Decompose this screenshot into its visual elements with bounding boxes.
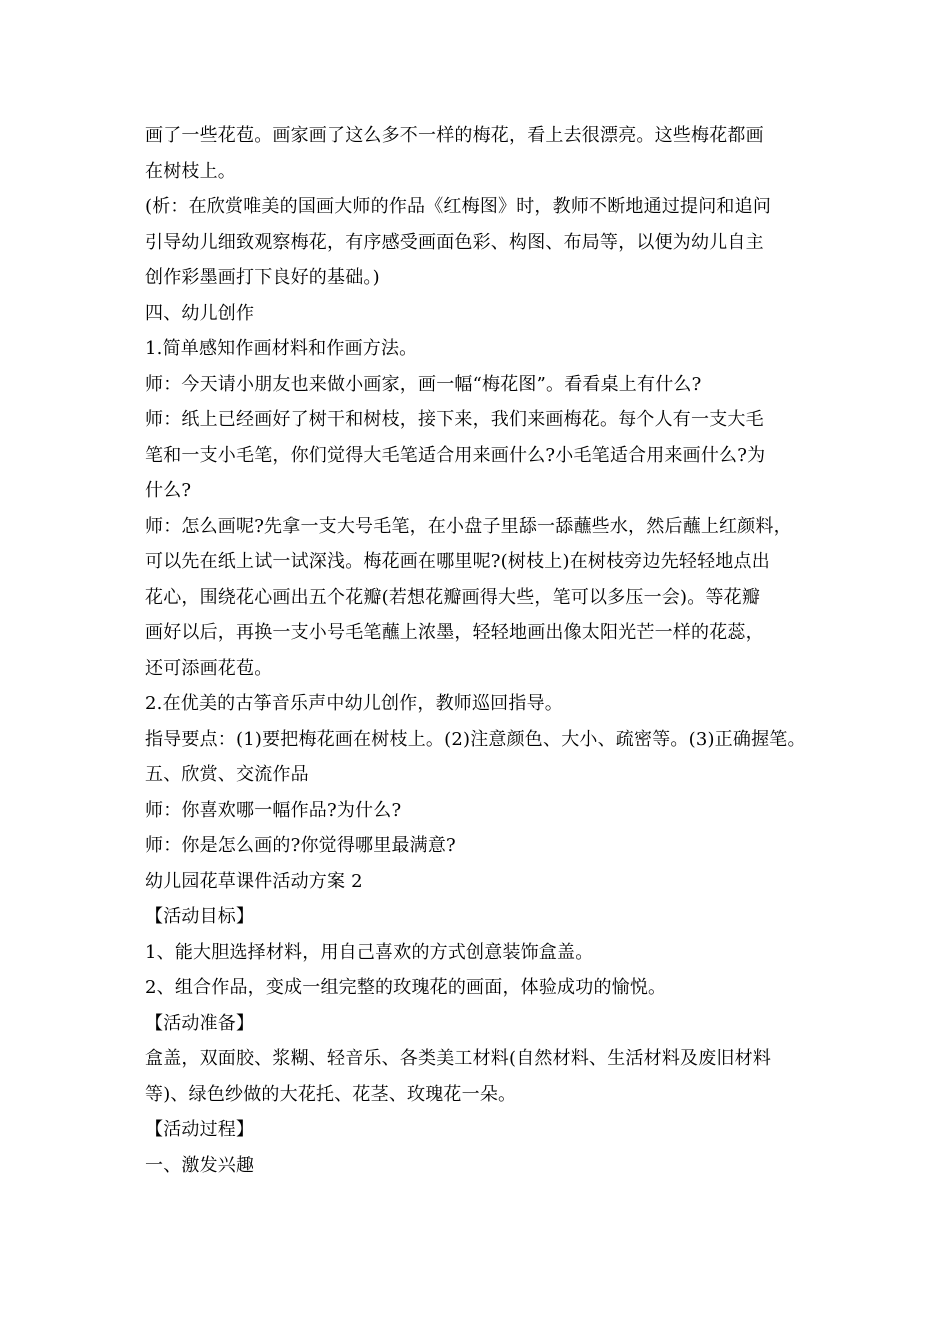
section-heading: 一、激发兴趣 [145, 1154, 255, 1176]
text-line: 2、组合作品，变成一组完整的玫瑰花的画面，体验成功的愉悦。 [145, 977, 667, 998]
text-line: 笔和一支小毛笔，你们觉得大毛笔适合用来画什么?小毛笔适合用来画什么?为 [145, 444, 766, 466]
text-line: 盒盖，双面胶、浆糊、轻音乐、各类美工材料(自然材料、生活材料及废旧材料 [145, 1048, 772, 1069]
text-line: 1、能大胆选择材料，用自己喜欢的方式创意装饰盒盖。 [145, 941, 594, 963]
text-line: 什么? [145, 480, 192, 501]
text-line: 等)、绿色纱做的大花托、花茎、玫瑰花一朵。 [145, 1083, 517, 1105]
text-line: (析：在欣赏唯美的国画大师的作品《红梅图》时，教师不断地通过提问和追问 [145, 196, 772, 217]
section-heading: 【活动目标】 [145, 906, 255, 927]
text-line: 花心，围绕花心画出五个花瓣(若想花瓣画得大些，笔可以多压一会)。等花瓣 [145, 586, 761, 608]
text-line: 画好以后，再换一支小号毛笔蘸上浓墨，轻轻地画出像太阳光芒一样的花蕊， [145, 622, 764, 643]
text-line: 1.简单感知作画材料和作画方法。 [145, 338, 418, 359]
text-line: 在树枝上。 [145, 160, 236, 182]
text-line: 2.在优美的古筝音乐声中幼儿创作，教师巡回指导。 [145, 693, 563, 714]
section-heading: 四、幼儿创作 [145, 302, 255, 324]
text-line: 师：你是怎么画的?你觉得哪里最满意? [145, 835, 456, 856]
text-line: 可以先在纸上试一试深浅。梅花画在哪里呢?(树枝上)在树枝旁边先轻轻地点出 [145, 551, 770, 572]
text-line: 画了一些花苞。画家画了这么多不一样的梅花，看上去很漂亮。这些梅花都画 [145, 125, 764, 146]
text-line: 师：纸上已经画好了树干和树枝，接下来，我们来画梅花。每个人有一支大毛 [145, 409, 764, 430]
text-line: 引导幼儿细致观察梅花，有序感受画面色彩、构图、布局等，以便为幼儿自主 [145, 231, 764, 253]
text-line: 指导要点：(1)要把梅花画在树枝上。(2)注意颜色、大小、疏密等。(3)正确握笔。 [145, 728, 806, 750]
text-line: 师：你喜欢哪一幅作品?为什么? [145, 799, 402, 821]
text-line: 师：今天请小朋友也来做小画家，画一幅“梅花图”。看看桌上有什么? [145, 373, 702, 395]
section-heading: 【活动准备】 [145, 1012, 255, 1034]
text-line: 师：怎么画呢?先拿一支大号毛笔，在小盘子里舔一舔蘸些水，然后蘸上红颜料， [145, 515, 792, 537]
text-line: 创作彩墨画打下良好的基础。) [145, 267, 380, 288]
section-heading: 【活动过程】 [145, 1119, 255, 1140]
section-heading: 五、欣赏、交流作品 [145, 764, 309, 785]
document-page [145, 118, 825, 1183]
plan-title: 幼儿园花草课件活动方案 2 [145, 870, 363, 892]
text-line: 还可添画花苞。 [145, 657, 273, 679]
